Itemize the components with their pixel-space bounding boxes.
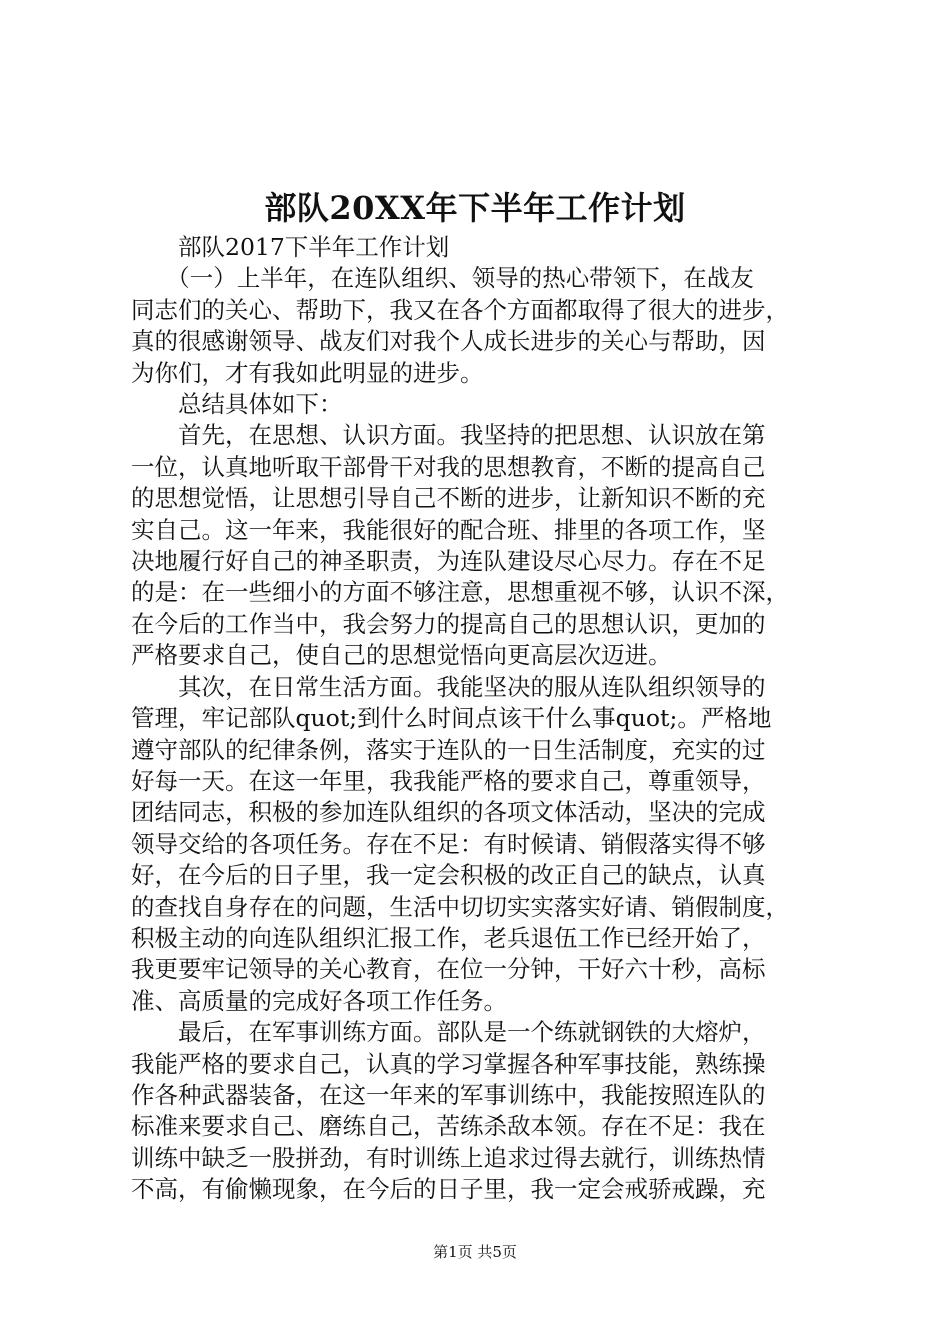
- body-line: 作各种武器装备，在这一年来的军事训练中，我能按照连队的: [131, 1080, 766, 1109]
- body-line: （一）上半年，在连队组织、领导的热心带领下，在战友: [131, 264, 754, 293]
- body-line: 管理，牢记部队quot;到什么时间点该干什么事quot;。严格地: [131, 704, 772, 733]
- body-line: 其次，在日常生活方面。我能坚决的服从连队组织领导的: [131, 672, 766, 701]
- body-line: 积极主动的向连队组织汇报工作，老兵退伍工作已经开始了，: [131, 923, 766, 952]
- page-footer: 第1页 共5页: [433, 1243, 517, 1261]
- body-line: 实自己。这一年来，我能很好的配合班、排里的各项工作，坚: [131, 515, 766, 544]
- body-line: 总结具体如下：: [131, 390, 343, 419]
- body-line: 首先，在思想、认识方面。我坚持的把思想、认识放在第: [131, 421, 766, 450]
- body-line: 团结同志，积极的参加连队组织的各项文体活动，坚决的完成: [131, 798, 766, 827]
- body-line: 决地履行好自己的神圣职责，为连队建设尽心尽力。存在不足: [131, 547, 766, 576]
- body-line: 严格要求自己，使自己的思想觉悟向更高层次迈进。: [131, 641, 672, 670]
- body-line: 我更要牢记领导的关心教育，在位一分钟，干好六十秒，高标: [131, 955, 766, 984]
- body-line: 标准来要求自己、磨练自己，苦练杀敌本领。存在不足：我在: [131, 1112, 766, 1141]
- body-line: 真的很感谢领导、战友们对我个人成长进步的关心与帮助，因: [131, 327, 766, 356]
- body-line: 好每一天。在这一年里，我我能严格的要求自己，尊重领导，: [131, 766, 766, 795]
- body-line: 最后，在军事训练方面。部队是一个练就钢铁的大熔炉，: [131, 1018, 766, 1047]
- body-line: 的是：在一些细小的方面不够注意，思想重视不够，认识不深，: [131, 578, 789, 607]
- body-line: 训练中缺乏一股拼劲，有时训练上追求过得去就行，训练热情: [131, 1143, 766, 1172]
- body-line: 我能严格的要求自己，认真的学习掌握各种军事技能，熟练操: [131, 1049, 766, 1078]
- document-body: [131, 232, 831, 1206]
- document-title: 部队20XX年下半年工作计划: [264, 189, 686, 227]
- body-line: 的思想觉悟，让思想引导自己不断的进步，让新知识不断的充: [131, 484, 766, 513]
- body-line: 部队2017下半年工作计划: [131, 233, 450, 261]
- body-line: 一位，认真地听取干部骨干对我的思想教育，不断的提高自己: [131, 452, 766, 481]
- body-line: 领导交给的各项任务。存在不足：有时候请、销假落实得不够: [131, 829, 766, 858]
- body-line: 为你们，才有我如此明显的进步。: [131, 358, 484, 387]
- body-line: 遵守部队的纪律条例，落实于连队的一日生活制度，充实的过: [131, 735, 766, 764]
- body-line: 准、高质量的完成好各项工作任务。: [131, 986, 507, 1015]
- body-line: 不高，有偷懒现象，在今后的日子里，我一定会戒骄戒躁，充: [131, 1175, 766, 1204]
- body-line: 在今后的工作当中，我会努力的提高自己的思想认识，更加的: [131, 609, 766, 638]
- body-line: 好，在今后的日子里，我一定会积极的改正自己的缺点，认真: [131, 861, 766, 890]
- body-line: 同志们的关心、帮助下，我又在各个方面都取得了很大的进步，: [131, 295, 789, 324]
- body-line: 的查找自身存在的问题，生活中切切实实落实好请、销假制度，: [131, 892, 789, 921]
